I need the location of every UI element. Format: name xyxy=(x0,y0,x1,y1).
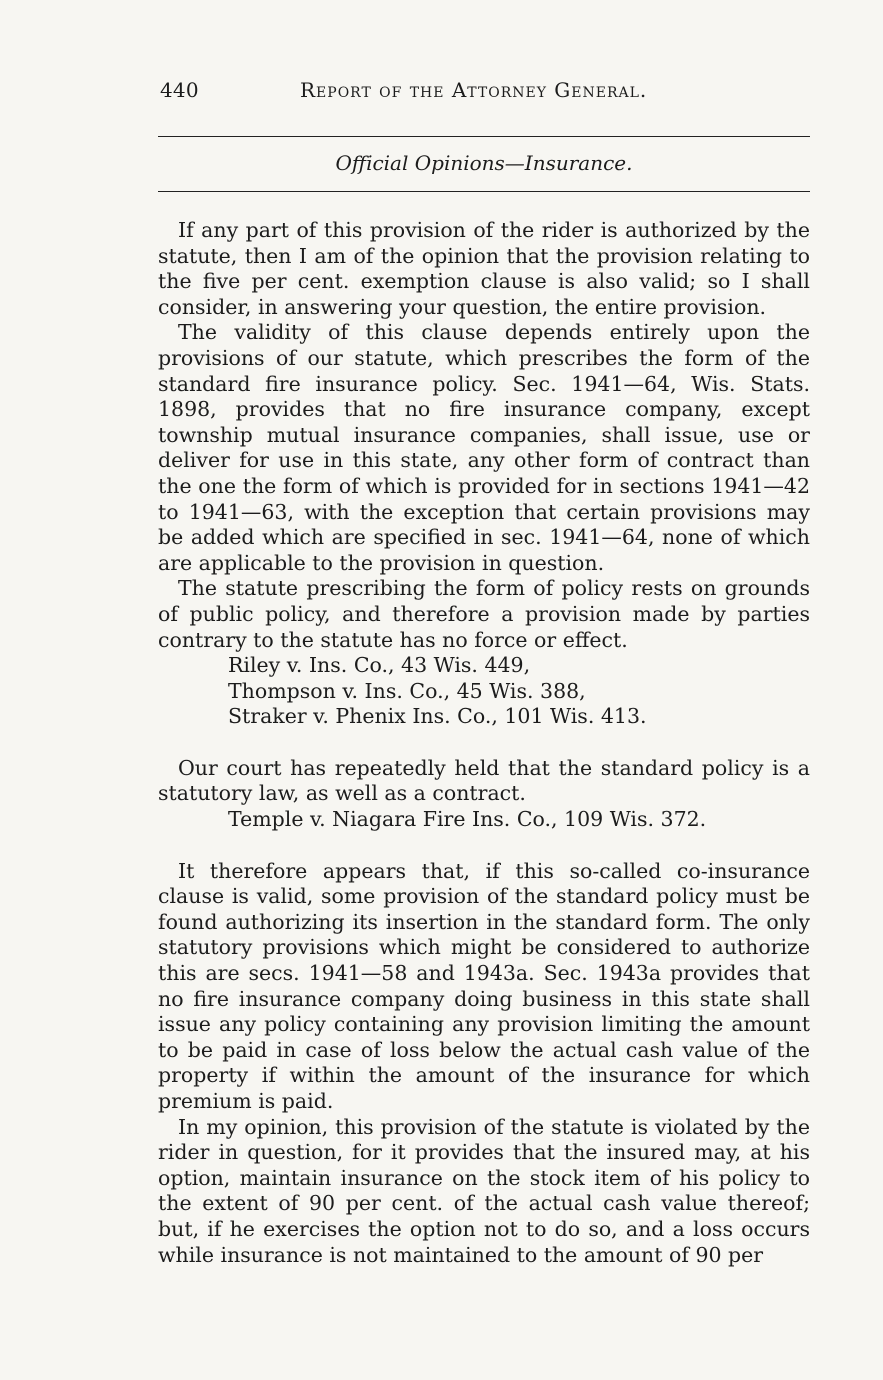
paragraph-1: If any part of this provision of the rider is authorized by the statute, then I am of the opinion that the provision relating to the five per cent. exemption clause is also valid; so I shall consider, in answering your question, the entire provision. xyxy=(158,218,810,319)
spacer xyxy=(158,833,810,859)
header-rule-bottom xyxy=(158,191,810,192)
body-text xyxy=(158,218,810,1268)
paragraph-2: The validity of this clause depends entirely upon the provisions of our statute, which prescribes the form of the standard fire insurance policy. Sec. 1941—64, Wis. Stats. 1898, provides that no fire insurance company, except township mutual insurance companies, shall issue, use or deliver for use in this state, any other form of contract than the one the form of which is provided for in sections 1941—42 to 1941—63, with the exception that certain provisions may be added which are specified in sec. 1941—64, none of which are applicable to the provision in question. xyxy=(158,320,810,575)
header-rule-top xyxy=(158,136,810,137)
citation-list-a xyxy=(158,653,810,730)
paragraph-3: The statute prescribing the form of policy rests on grounds of public policy, and therefore a provision made by parties contrary to the statute has no force or effect. xyxy=(158,576,810,652)
spacer xyxy=(158,730,810,756)
paragraph-5: It therefore appears that, if this so-called co-insurance clause is valid, some provision of the standard policy must be found authorizing its insertion in the standard form. The only statutory provisions which might be considered to authorize this are secs. 1941—58 and 1943a. Sec. 1943a provides that no fire insurance company doing business in this state shall issue any policy containing any provision limiting the amount to be paid in case of loss below the actual cash value of the property if within the amount of the insurance for which premium is paid. xyxy=(158,858,810,1113)
citation: Straker v. Phenix Ins. Co., 101 Wis. 413. xyxy=(228,704,647,729)
paragraph-4: Our court has repeatedly held that the standard policy is a statutory law, as well as a contract. xyxy=(158,755,810,806)
citation: Temple v. Niagara Fire Ins. Co., 109 Wis. 372. xyxy=(228,807,707,832)
citation: Riley v. Ins. Co., 43 Wis. 449, xyxy=(228,653,531,678)
citation: Thompson v. Ins. Co., 45 Wis. 388, xyxy=(228,678,586,703)
citation-list-b xyxy=(158,807,810,833)
page-number: 440 xyxy=(160,78,199,102)
paragraph-6: In my opinion, this provision of the statute is violated by the rider in question, for it provides that the insured may, at his option, maintain insurance on the stock item of his policy to the extent of 90 per cent. of the actual cash value thereof; but, if he exercises the option not to do so, and a loss occurs while insurance is not maintained to the amount of 90 per xyxy=(158,1114,810,1267)
section-title: Official Opinions—Insurance. xyxy=(335,151,633,175)
running-title: Report of the Attorney General. xyxy=(300,78,648,102)
